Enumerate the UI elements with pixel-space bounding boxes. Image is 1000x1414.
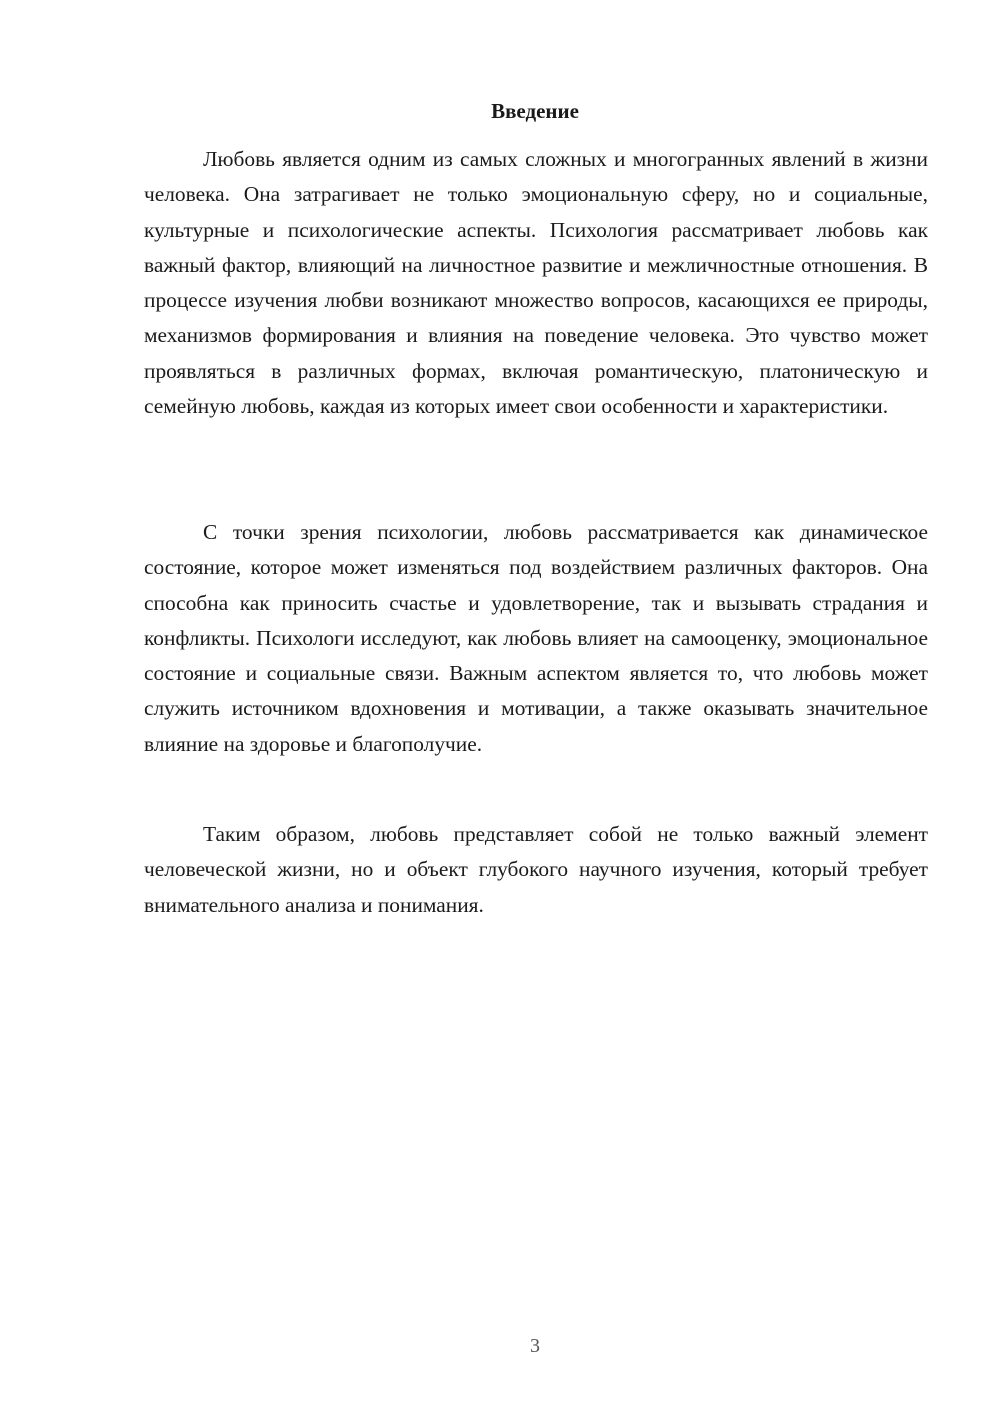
paragraph-psychology: С точки зрения психологии, любовь рассматривается как динамическое состояние, которое может изменяться под воздействием различных факторов. Она способна как приносить счастье и удовлетворение, так и вызывать страдания и конфликты. Психологи исследуют, как любовь влияет на самооценку, эмоциональное состояние и социальные связи. Важным аспектом является то, что любовь может служить источником вдохновения и мотивации, а также оказывать значительное влияние на здоровье и благополучие. xyxy=(144,520,928,756)
paragraph-intro: Любовь является одним из самых сложных и многогранных явлений в жизни человека. Она затрагивает не только эмоциональную сферу, но и социальные, культурные и психологические аспекты. Психология рассматривает любовь как важный фактор, влияющий на личностное развитие и межличностные отношения. В процессе изучения любви возникают множество вопросов, касающихся ее природы, механизмов формирования и влияния на поведение человека. Это чувство может проявляться в различных формах, включая романтическую, платоническую и семейную любовь, каждая из которых имеет свои особенности и характеристики. xyxy=(144,147,928,419)
paragraph-conclusion: Таким образом, любовь представляет собой не только важный элемент человеческой жизни, но и объект глубокого научного изучения, который требует внимательного анализа и понимания. xyxy=(144,822,928,917)
page-number: 3 xyxy=(530,1335,540,1357)
page-title: Введение xyxy=(491,99,579,123)
